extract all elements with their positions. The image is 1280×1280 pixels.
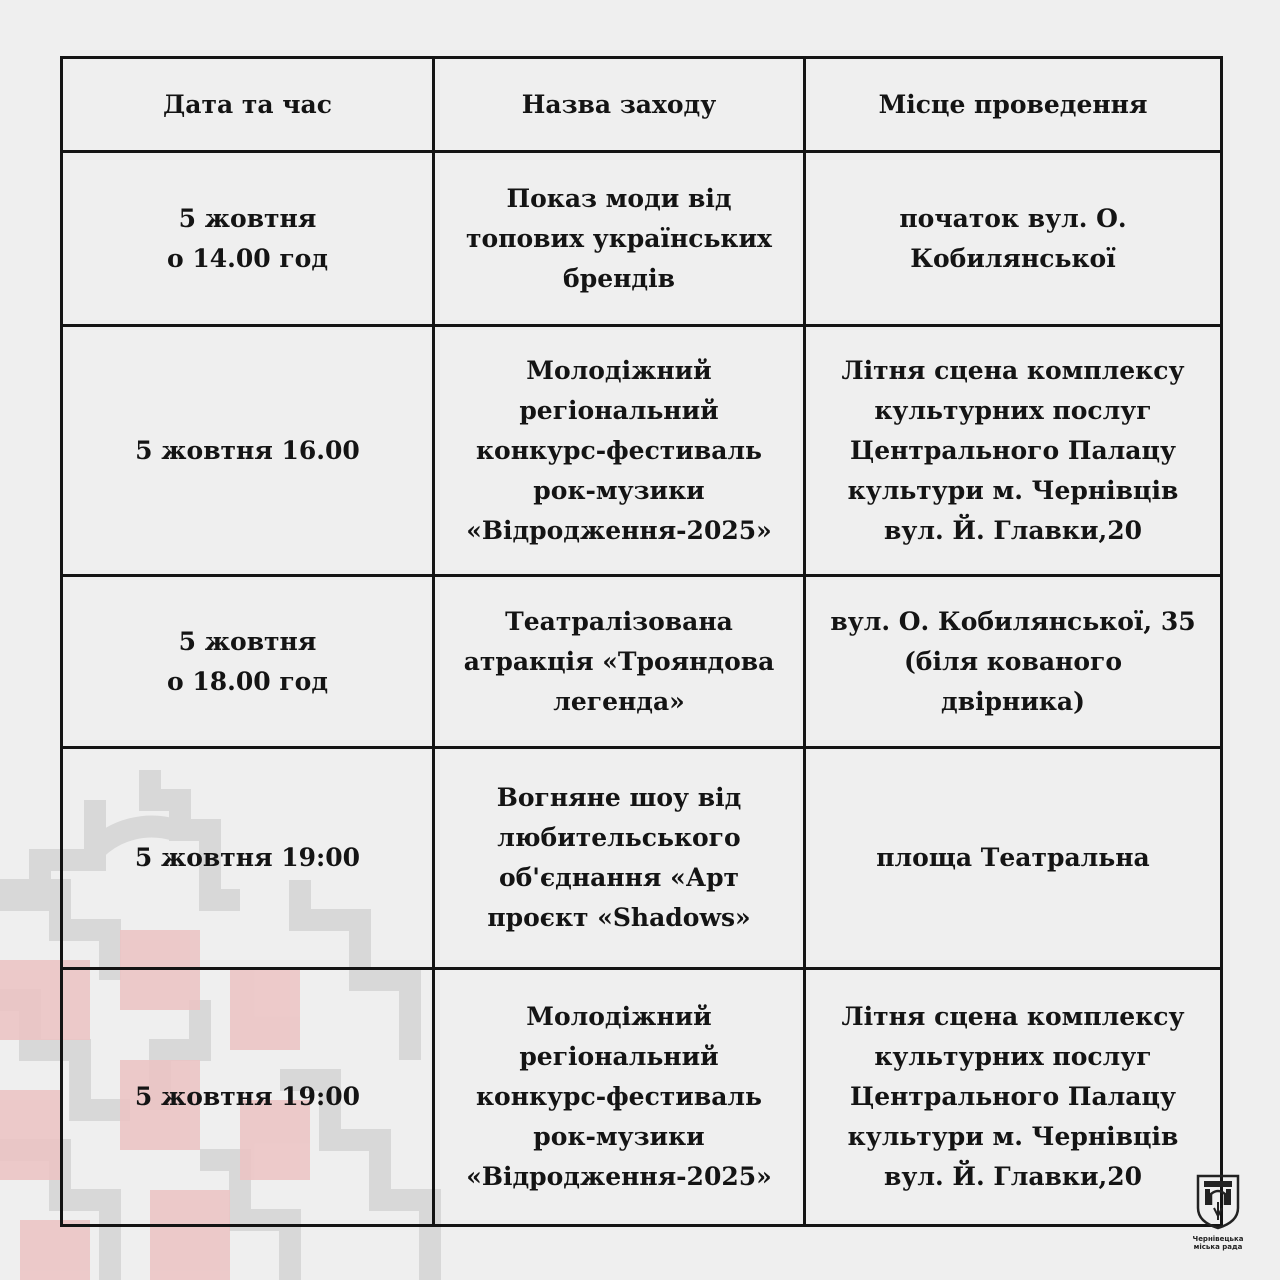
column-header-event: Назва заходу	[434, 58, 805, 152]
event-date-cell: 5 жовтня о 14.00 год	[62, 152, 434, 326]
table-row	[62, 326, 1222, 576]
event-name-cell: Показ моди від топових українських брендів	[434, 152, 805, 326]
table-header-row	[62, 58, 1222, 152]
event-name-cell: Вогняне шоу від любительського об'єднання «Арт проєкт «Shadows»	[434, 748, 805, 969]
column-header-venue: Місце проведення	[805, 58, 1222, 152]
event-date-cell: 5 жовтня 16.00	[62, 326, 434, 576]
event-venue-cell: вул. О. Кобилянської, 35 (біля кованого двірника)	[805, 576, 1222, 748]
event-name-cell: Молодіжний регіональний конкурс-фестиваль рок-музики «Відродження-2025»	[434, 326, 805, 576]
event-venue-cell: Літня сцена комплексу культурних послуг Центрального Палацу культури м. Чернівців вул. Й. Главки,20	[805, 969, 1222, 1226]
table-row	[62, 152, 1222, 326]
table-row	[62, 748, 1222, 969]
logo-caption: Чернівецька міська рада	[1192, 1235, 1244, 1251]
event-date-cell: 5 жовтня 19:00	[62, 969, 434, 1226]
event-venue-cell: Літня сцена комплексу культурних послуг Центрального Палацу культури м. Чернівців вул. Й. Главки,20	[805, 326, 1222, 576]
event-date-cell: 5 жовтня 19:00	[62, 748, 434, 969]
table-row	[62, 969, 1222, 1226]
column-header-date: Дата та час	[62, 58, 434, 152]
event-name-cell: Театралізована атракція «Трояндова легенда»	[434, 576, 805, 748]
events-schedule-table	[60, 56, 1223, 1227]
event-venue-cell: площа Театральна	[805, 748, 1222, 969]
coat-of-arms-icon	[1195, 1172, 1241, 1230]
city-council-logo	[1190, 1172, 1246, 1251]
event-name-cell: Молодіжний регіональний конкурс-фестиваль рок-музики «Відродження-2025»	[434, 969, 805, 1226]
event-date-cell: 5 жовтня о 18.00 год	[62, 576, 434, 748]
table-row	[62, 576, 1222, 748]
event-venue-cell: початок вул. О. Кобилянської	[805, 152, 1222, 326]
